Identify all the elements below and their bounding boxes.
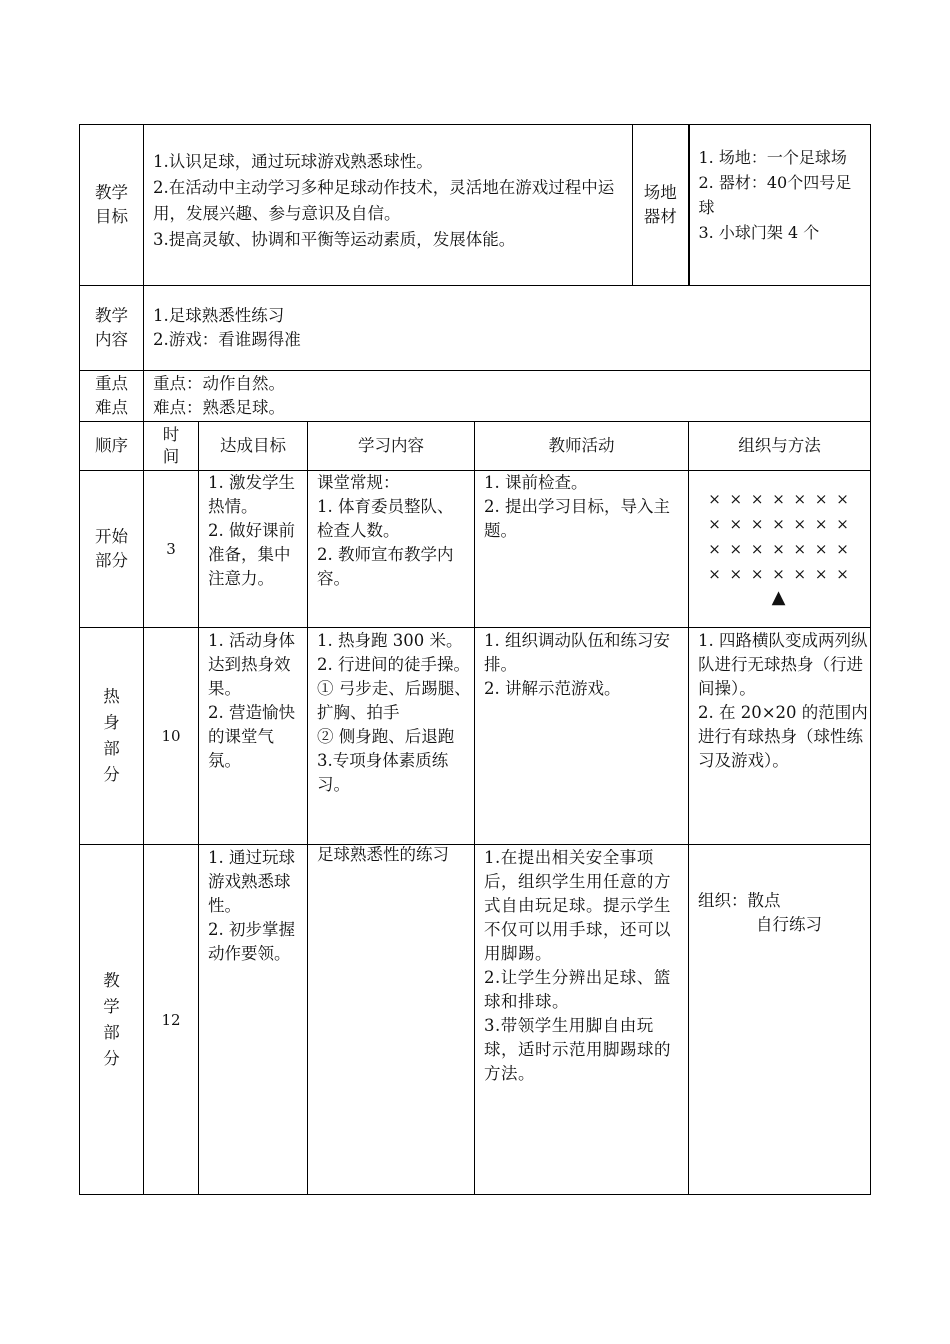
goals-label-line: 教学 (95, 183, 128, 202)
warmup-label-char: 身 (103, 713, 120, 732)
start-label-line: 部分 (95, 551, 128, 570)
warmup-goal-cell (199, 628, 308, 845)
start-goal-item: 1. 激发学生热情。 (208, 473, 295, 516)
content-item: 2.游戏：看谁踢得准 (153, 330, 301, 349)
start-goal-cell (199, 471, 308, 628)
goals-cell (144, 125, 633, 286)
goals-label-cell (80, 125, 144, 286)
start-time: 3 (144, 471, 199, 628)
content-label-line: 内容 (95, 330, 128, 349)
warmup-label-char: 部 (103, 739, 120, 758)
header-learn: 学习内容 (308, 422, 475, 471)
header-time-line: 间 (162, 447, 180, 466)
warmup-label-char: 热 (103, 687, 120, 706)
start-label-cell (80, 471, 144, 628)
warmup-learn-item: ② 侧身跑、后退跑 (317, 727, 455, 746)
keypoint-item: 重点：动作自然。 (153, 374, 285, 393)
header-row (80, 422, 871, 471)
warmup-learn-item: ① 弓步走、后踢腿、扩胸、拍手 (317, 679, 471, 722)
start-learn-item: 2. 教师宣布教学内容。 (317, 545, 454, 588)
teach-label-text (102, 968, 122, 1072)
start-teacher-cell (475, 471, 689, 628)
start-learn-item: 1. 体育委员整队、检查人数。 (317, 497, 454, 540)
warmup-learn-cell (308, 628, 475, 845)
content-item: 1.足球熟悉性练习 (153, 306, 285, 325)
goal-item: 1.认识足球，通过玩球游戏熟悉球性。 (153, 152, 433, 171)
goals-row (80, 125, 871, 286)
lesson-plan-table-wrapper (79, 124, 870, 1195)
warmup-label-cell (80, 628, 144, 845)
keypoints-label-cell (80, 371, 144, 422)
row-warmup (80, 628, 871, 845)
start-goal-item: 2. 做好课前准备，集中注意力。 (208, 521, 295, 588)
teach-goal-cell (199, 845, 308, 1195)
content-label-cell (80, 286, 144, 371)
start-teacher-item: 1. 课前检查。 (484, 473, 588, 492)
venue-label-line: 场地 (643, 183, 677, 202)
teach-label-char: 学 (103, 996, 120, 1016)
venue-label-cell (633, 125, 689, 286)
header-method: 组织与方法 (689, 422, 871, 471)
formation-row: × × × × × × × (708, 540, 851, 558)
teach-goal-item: 1. 通过玩球游戏熟悉球性。 (208, 848, 295, 915)
keypoint-item: 难点：熟悉足球。 (153, 398, 285, 417)
row-teach (80, 845, 871, 1195)
keypoints-cell (144, 371, 871, 422)
start-learn-item: 课堂常规： (317, 473, 400, 492)
teach-time: 12 (144, 845, 199, 1195)
warmup-learn-item: 1. 热身跑 300 米。 (317, 631, 463, 650)
warmup-method-item: 2. 在 20×20 的范围内进行有球热身（球性练习及游戏）。 (698, 703, 868, 770)
teach-teacher-cell (475, 845, 689, 1195)
content-label-line: 教学 (95, 306, 128, 325)
keypoints-label-line: 重点 (95, 374, 128, 393)
content-cell (144, 286, 871, 371)
keypoints-label-line: 难点 (95, 398, 128, 417)
warmup-method-cell (689, 628, 871, 845)
warmup-label-text (102, 684, 122, 788)
header-order: 顺序 (80, 422, 144, 471)
warmup-label-char: 分 (103, 765, 120, 784)
start-formation-cell (689, 471, 871, 628)
teach-learn-item: 足球熟悉性的练习 (317, 845, 449, 864)
teach-method-org: 组织：散点 (698, 891, 781, 910)
start-teacher-item: 2. 提出学习目标，导入主题。 (484, 497, 670, 540)
goals-label-line: 目标 (95, 207, 128, 226)
header-time (144, 422, 199, 471)
teach-method-detail: 自行练习 (756, 915, 822, 934)
start-learn-cell (308, 471, 475, 628)
teach-label-char: 部 (103, 1022, 120, 1042)
warmup-learn-item: 3.专项身体素质练习。 (317, 751, 449, 794)
teach-teacher-item: 1.在提出相关安全事项后，组织学生用任意的方式自由玩足球。提示学生不仅可以用手球，还可以用脚踢。 (484, 848, 671, 963)
teach-label-char: 分 (103, 1048, 120, 1068)
formation-row: × × × × × × × (708, 565, 851, 583)
warmup-teacher-cell (475, 628, 689, 845)
warmup-learn-item: 2. 行进间的徒手操。 (317, 655, 470, 674)
warmup-teacher-item: 1. 组织调动队伍和练习安排。 (484, 631, 670, 674)
teach-label-char: 教 (103, 970, 120, 990)
teach-method-cell (689, 845, 871, 1195)
warmup-time: 10 (144, 628, 199, 845)
venue-item: 1. 场地：一个足球场 (698, 148, 847, 167)
warmup-method-item: 1. 四路横队变成两列纵队进行无球热身（行进间操）。 (698, 631, 868, 698)
warmup-goal-item: 2. 营造愉快的课堂气氛。 (208, 703, 295, 770)
warmup-goal-item: 1. 活动身体达到热身效果。 (208, 631, 295, 698)
row-start (80, 471, 871, 628)
content-row (80, 286, 871, 371)
venue-item: 3. 小球门架 4 个 (698, 223, 820, 242)
teach-label-cell (80, 845, 144, 1195)
formation-row: × × × × × × × (708, 515, 851, 533)
formation-row: × × × × × × × (708, 490, 851, 508)
teacher-position-triangle-icon: ▲ (771, 587, 788, 608)
lesson-plan-table (79, 124, 871, 1195)
teach-teacher-item: 2.让学生分辨出足球、篮球和排球。 (484, 968, 671, 1011)
header-time-line: 时 (162, 425, 180, 444)
goal-item: 3.提高灵敏、协调和平衡等运动素质，发展体能。 (153, 230, 516, 249)
keypoints-row (80, 371, 871, 422)
teach-goal-item: 2. 初步掌握动作要领。 (208, 920, 295, 963)
teach-teacher-item: 3.带领学生用脚自由玩球，适时示范用脚踢球的方法。 (484, 1016, 671, 1083)
teach-learn-cell (308, 845, 475, 1195)
header-goal: 达成目标 (199, 422, 308, 471)
venue-item: 2. 器材：40个四号足球 (698, 173, 852, 217)
goal-item: 2.在活动中主动学习多种足球动作技术，灵活地在游戏过程中运用，发展兴趣、参与意识及自信。 (153, 178, 615, 223)
venue-cell (689, 125, 871, 286)
header-teacher: 教师活动 (475, 422, 689, 471)
warmup-teacher-item: 2. 讲解示范游戏。 (484, 679, 621, 698)
venue-label-line: 器材 (643, 207, 677, 226)
start-label-line: 开始 (95, 527, 128, 546)
